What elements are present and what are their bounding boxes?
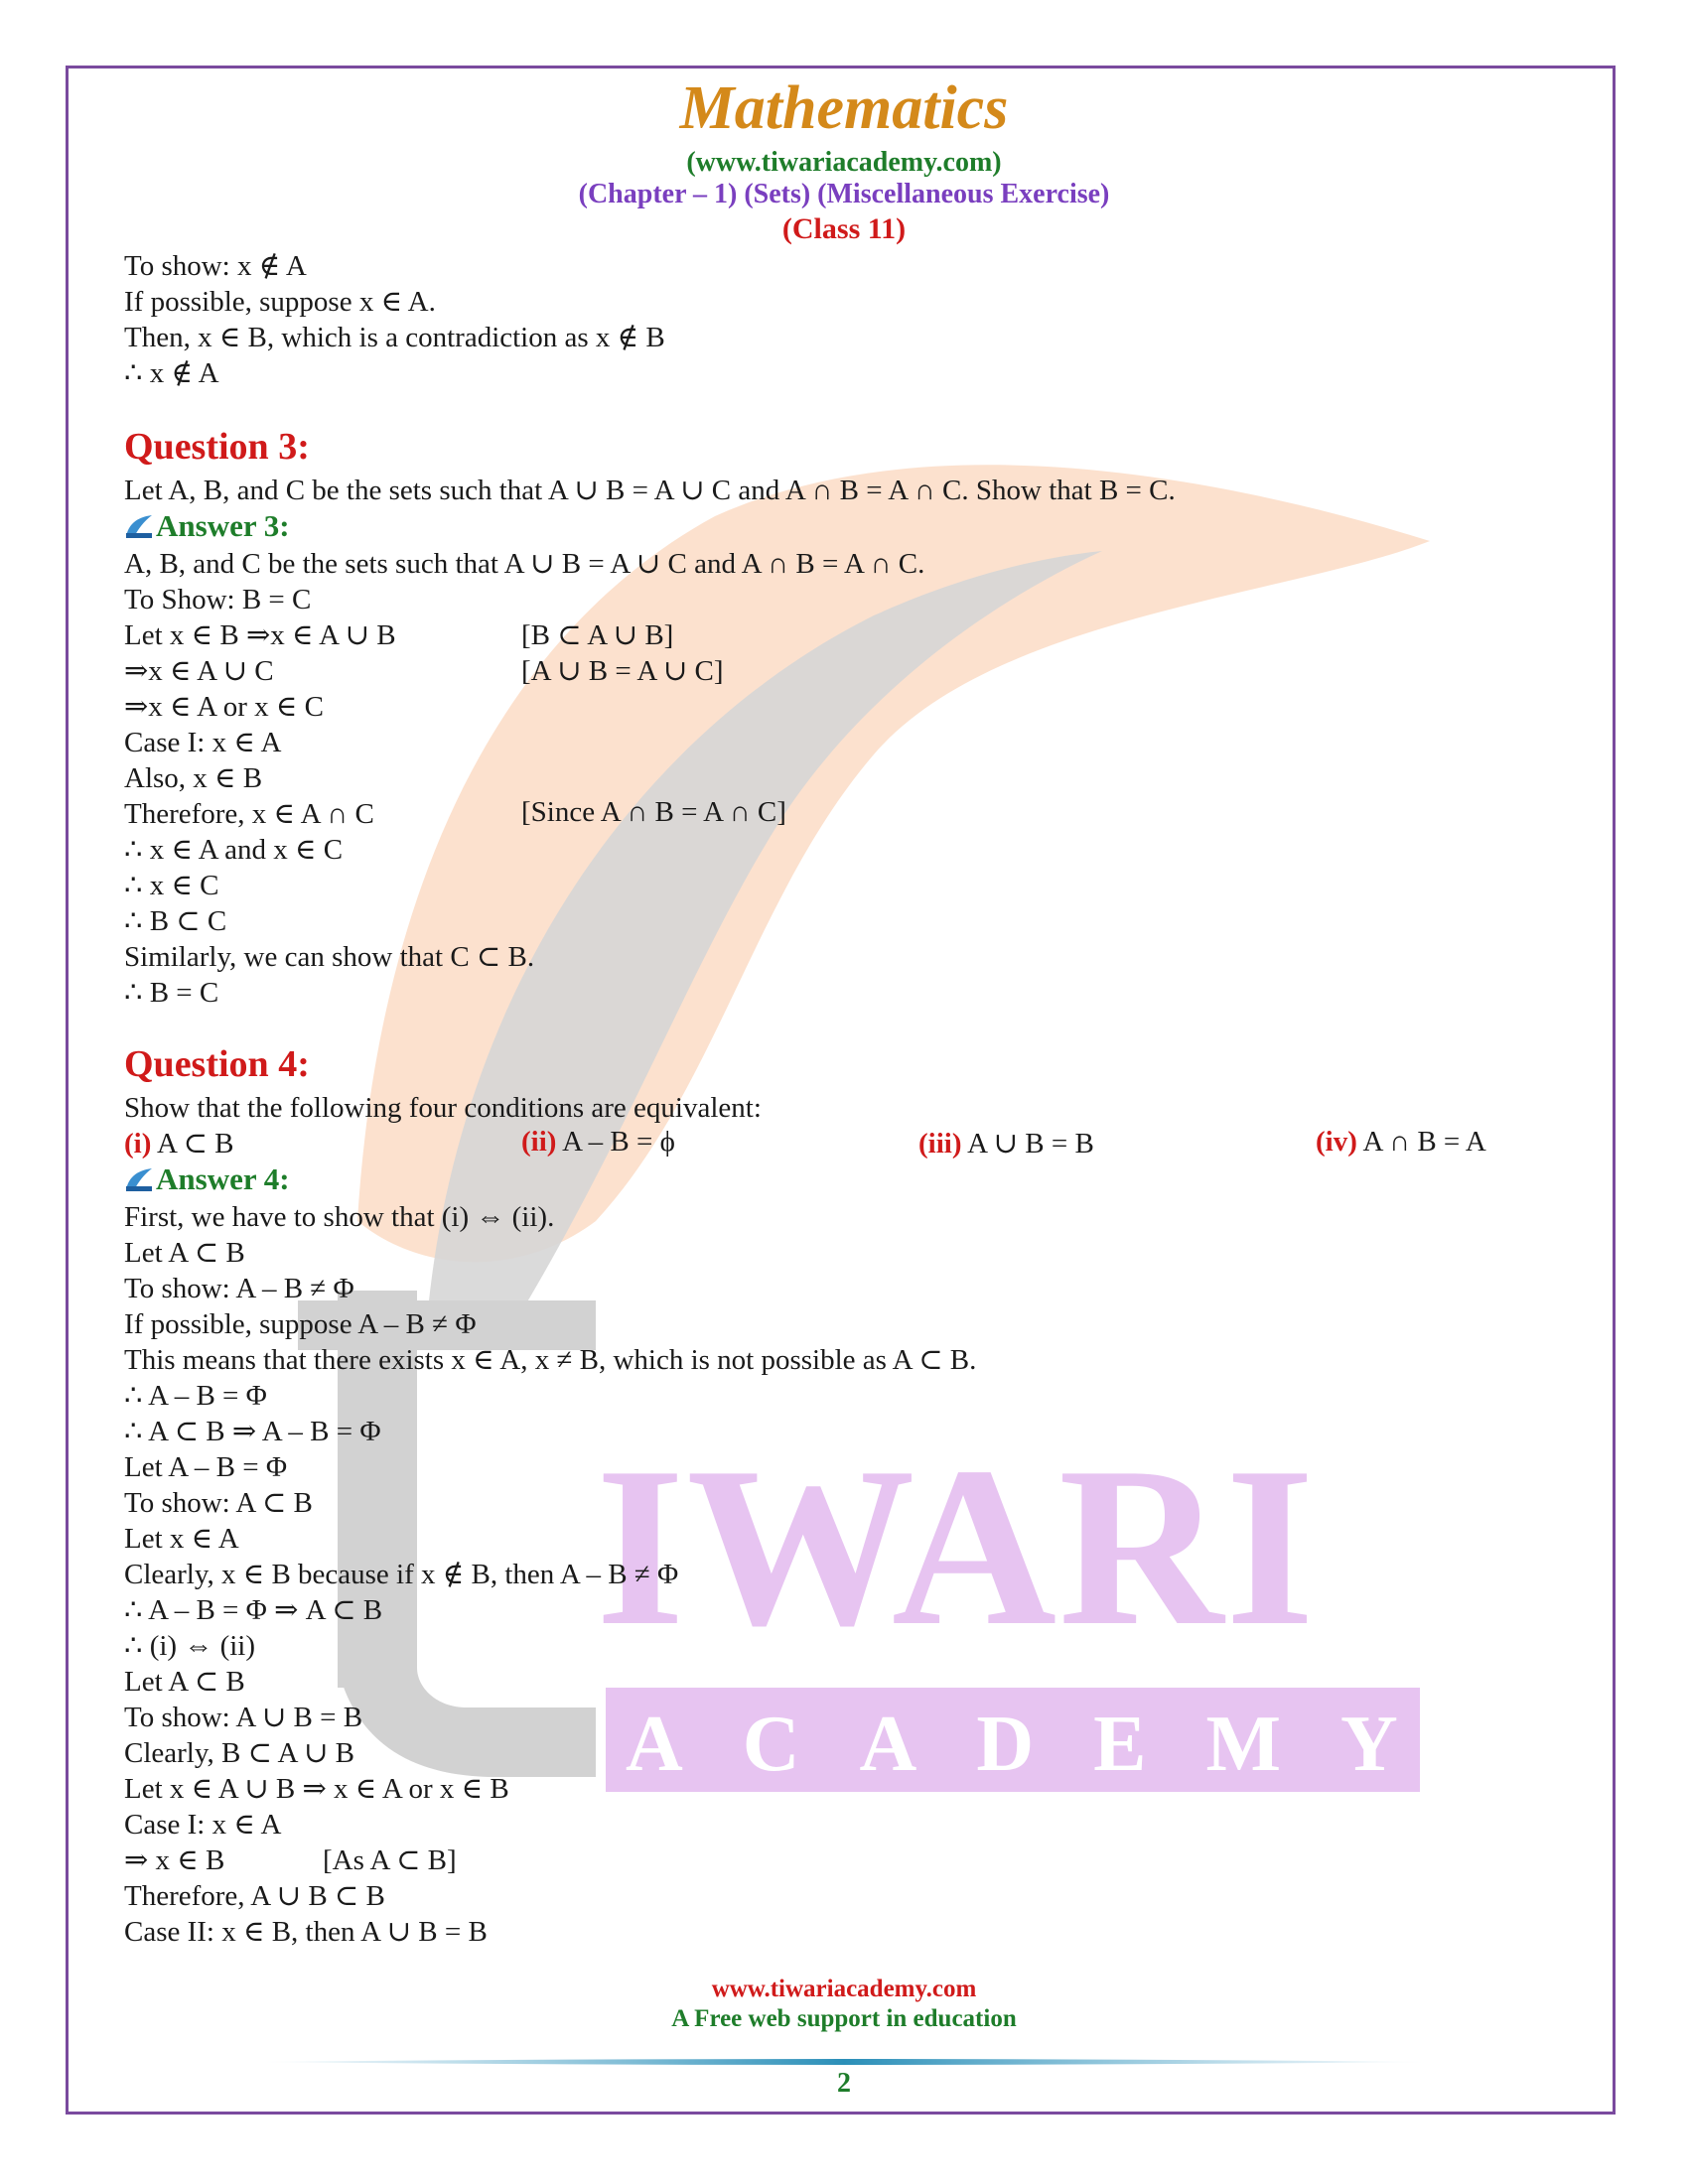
- answer-3-line: Let x ∈ B ⇒x ∈ A ∪ B: [124, 619, 396, 651]
- condition-text: A ⊂ B: [157, 1128, 234, 1160]
- answer-4-line: Clearly, B ⊂ A ∪ B: [124, 1737, 354, 1769]
- question-3-heading: Question 3:: [124, 426, 310, 468]
- answer-3-note: [B ⊂ A ∪ B]: [521, 619, 674, 651]
- answer-4-line: Let A ⊂ B: [124, 1666, 245, 1698]
- answer-4-line: First, we have to show that (i) ⇔ (ii).: [124, 1201, 555, 1233]
- condition-text: A ∩ B = A: [1362, 1126, 1486, 1158]
- footer-divider: [258, 2058, 1430, 2066]
- answer-3-line: ∴ B ⊂ C: [124, 905, 227, 937]
- page-title: Mathematics: [679, 74, 1009, 142]
- header-class: (Class 11): [781, 212, 907, 245]
- answer-3-line: ∴ x ∈ A and x ∈ C: [124, 834, 344, 866]
- answer-4-line: ∴ A – B = Φ: [124, 1380, 267, 1412]
- condition-2: [521, 1126, 675, 1159]
- answer-4-line: ∴ A ⊂ B ⇒ A – B = Φ: [124, 1416, 381, 1447]
- answer-4-label: Answer 4:: [156, 1161, 290, 1196]
- answer-4-line: Let A ⊂ B: [124, 1237, 245, 1269]
- answer-3-line: ∴ B = C: [124, 977, 219, 1009]
- answer-3-line: ⇒x ∈ A ∪ C: [124, 655, 274, 687]
- question-4-text: Show that the following four conditions are equivalent:: [124, 1092, 762, 1124]
- answer-4-line: Let A – B = Φ: [124, 1451, 288, 1483]
- answer-3-note: [A ∪ B = A ∪ C]: [521, 655, 724, 687]
- answer-4-line: Let x ∈ A: [124, 1523, 239, 1555]
- answer-4-line: ∴ A – B = Φ ⇒ A ⊂ B: [124, 1594, 383, 1626]
- answer-leaf-icon: [124, 513, 154, 539]
- answer-4-line: This means that there exists x ∈ A, x ≠ B, which is not possible as A ⊂ B.: [124, 1344, 977, 1376]
- header-chapter: (Chapter – 1) (Sets) (Miscellaneous Exercise): [578, 179, 1110, 209]
- answer-3-note: [Since A ∩ B = A ∩ C]: [521, 796, 786, 828]
- answer-4-heading: [124, 1161, 290, 1197]
- answer-4-line: ⇒ x ∈ B: [124, 1844, 225, 1876]
- answer-3-line: Case I: x ∈ A: [124, 727, 282, 758]
- footer-tagline: A Free web support in education: [671, 2005, 1017, 2032]
- condition-3: [918, 1126, 1094, 1160]
- answer-4-line: To show: A ⊂ B: [124, 1487, 313, 1519]
- answer-3-label: Answer 3:: [156, 508, 290, 543]
- answer-4-note: [As A ⊂ B]: [323, 1844, 457, 1876]
- condition-number: (i): [124, 1128, 152, 1160]
- watermark-iwari-text: IWARI: [596, 1420, 1317, 1673]
- answer-4-line: ∴ (i) ⇔ (ii): [124, 1630, 256, 1662]
- answer-3-line: A, B, and C be the sets such that A ∪ B = A ∪ C and A ∩ B = A ∩ C.: [124, 548, 925, 580]
- answer-4-line: If possible, suppose A – B ≠ Φ: [124, 1308, 477, 1340]
- answer-3-line: Similarly, we can show that C ⊂ B.: [124, 941, 535, 973]
- watermark-academy-text: ACADEMY: [626, 1701, 1458, 1788]
- intro-line: To show: x ∉ A: [124, 250, 307, 282]
- condition-number: (iii): [918, 1128, 962, 1160]
- intro-line: If possible, suppose x ∈ A.: [124, 286, 436, 318]
- answer-leaf-icon: [124, 1166, 154, 1192]
- condition-number: (ii): [521, 1126, 557, 1158]
- condition-number: (iv): [1316, 1126, 1357, 1158]
- intro-line: ∴ x ∉ A: [124, 357, 219, 389]
- answer-4-line: To show: A – B ≠ Φ: [124, 1273, 354, 1304]
- answer-3-heading: [124, 508, 290, 544]
- answer-4-line: Let x ∈ A ∪ B ⇒ x ∈ A or x ∈ B: [124, 1773, 509, 1805]
- answer-3-line: Therefore, x ∈ A ∩ C: [124, 798, 374, 830]
- condition-4: [1316, 1126, 1486, 1159]
- intro-line: Then, x ∈ B, which is a contradiction as x ∉ B: [124, 322, 665, 353]
- condition-1: [124, 1126, 234, 1160]
- answer-4-line: Case I: x ∈ A: [124, 1809, 282, 1841]
- answer-3-line: ∴ x ∈ C: [124, 870, 219, 901]
- page-number: 2: [837, 2068, 851, 2099]
- answer-3-line: ⇒x ∈ A or x ∈ C: [124, 691, 324, 723]
- question-4-heading: Question 4:: [124, 1043, 310, 1085]
- answer-4-line: Therefore, A ∪ B ⊂ B: [124, 1880, 385, 1912]
- question-3-text: Let A, B, and C be the sets such that A ∪ B = A ∪ C and A ∩ B = A ∩ C. Show that B = C.: [124, 475, 1176, 506]
- answer-4-line: Case II: x ∈ B, then A ∪ B = B: [124, 1916, 488, 1948]
- condition-text: A ∪ B = B: [967, 1128, 1094, 1160]
- answer-3-line: To Show: B = C: [124, 584, 312, 615]
- answer-4-line: Clearly, x ∈ B because if x ∉ B, then A – B ≠ Φ: [124, 1559, 679, 1590]
- header-website: (www.tiwariacademy.com): [686, 147, 1002, 178]
- condition-text: A – B = ϕ: [562, 1126, 675, 1158]
- footer-website: www.tiwariacademy.com: [711, 1976, 977, 2002]
- answer-3-line: Also, x ∈ B: [124, 762, 263, 794]
- answer-4-line: To show: A ∪ B = B: [124, 1702, 363, 1733]
